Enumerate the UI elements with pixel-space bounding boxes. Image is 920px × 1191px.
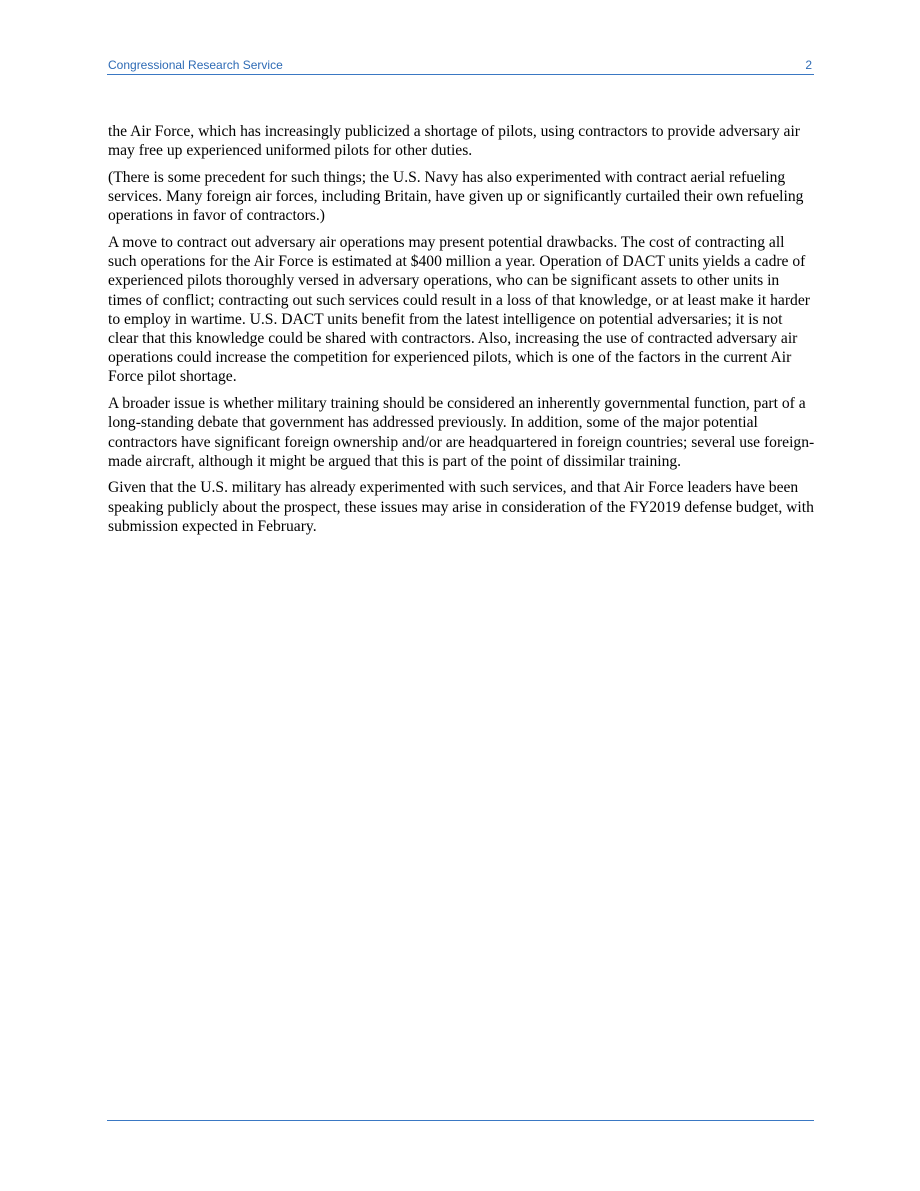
paragraph: (There is some precedent for such things; the U.S. Navy has also experimented with contract aerial refueling services. Many foreign air forces, including Britain, have given up or significantly curtailed their own refueling operations in favor of contractors.) <box>108 168 804 225</box>
body-text <box>108 122 816 544</box>
paragraph: Given that the U.S. military has already experimented with such services, and that Air Force leaders have been speaking publicly about the prospect, these issues may arise in consideration of the FY2019 defense budget, with submission expected in February. <box>108 479 814 535</box>
organization-name: Congressional Research Service <box>108 58 283 72</box>
paragraph: the Air Force, which has increasingly publicized a shortage of pilots, using contractors to provide adversary air may free up experienced uniformed pilots for other duties. <box>108 123 800 160</box>
page-header <box>107 58 814 75</box>
page-number: 2 <box>805 58 812 72</box>
paragraph: A broader issue is whether military training should be considered an inherently governmental function, part of a long-standing debate that government has addressed previously. In addition, some of the major potential contractors have significant foreign ownership and/or are headquartered in foreign countries; several use foreign-made aircraft, although it might be argued that this is part of the point of dissimilar training. <box>108 395 815 470</box>
paragraph: A move to contract out adversary air operations may present potential drawbacks. The cost of contracting all such operations for the Air Force is estimated at $400 million a year. Operation of DACT units yields a cadre of experienced pilots thoroughly versed in adversary operations, who can be significant assets to other units in times of conflict; contracting out such services could result in a loss of that knowledge, or at least make it harder to employ in wartime. U.S. DACT units benefit from the latest intelligence on potential adversaries; it is not clear that this knowledge could be shared with contractors. Also, increasing the use of contracted adversary air operations could increase the competition for experienced pilots, which is one of the factors in the current Air Force pilot shortage. <box>108 234 810 386</box>
footer-rule <box>107 1120 814 1121</box>
